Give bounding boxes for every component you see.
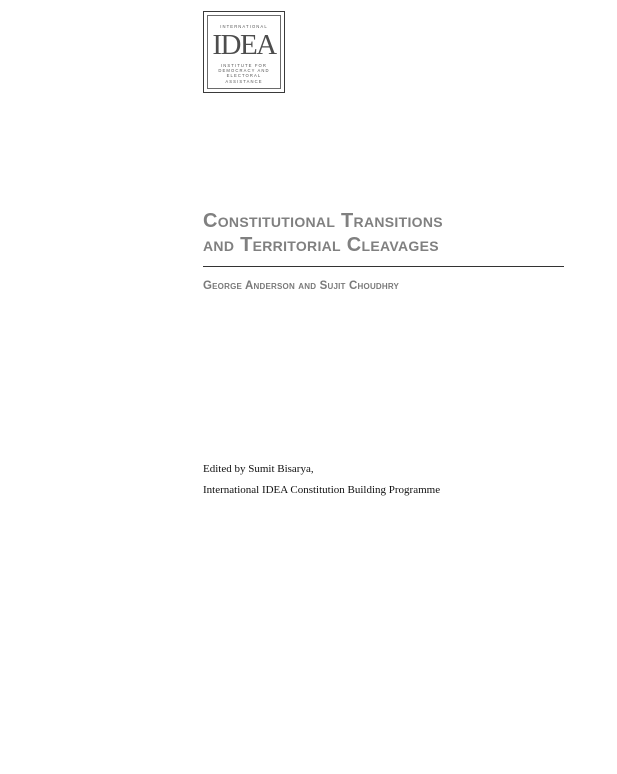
logo-line-1: INSTITUTE FOR	[221, 63, 267, 68]
title-divider	[203, 266, 564, 267]
logo-international-text: INTERNATIONAL	[220, 24, 268, 29]
title-line-1: Constitutional Transitions	[203, 210, 443, 232]
document-title	[203, 209, 443, 257]
logo-wordmark: IDEA	[212, 29, 276, 61]
logo-institute-text	[208, 63, 280, 84]
logo-frame	[207, 15, 281, 89]
logo-line-2: DEMOCRACY AND	[218, 68, 270, 74]
logo-line-4: ASSISTANCE	[225, 78, 263, 84]
editor-line-2: International IDEA Constitution Building Programme	[203, 484, 441, 496]
editor-line-1: Edited by Sumit Bisarya,	[203, 463, 314, 475]
authors: George Anderson and Sujit Choudhry	[203, 280, 400, 292]
logo-line-3: ELECTORAL	[226, 73, 262, 79]
title-line-2: and Territorial Cleavages	[203, 234, 439, 256]
idea-logo	[203, 11, 285, 93]
editor-credit	[203, 459, 440, 501]
